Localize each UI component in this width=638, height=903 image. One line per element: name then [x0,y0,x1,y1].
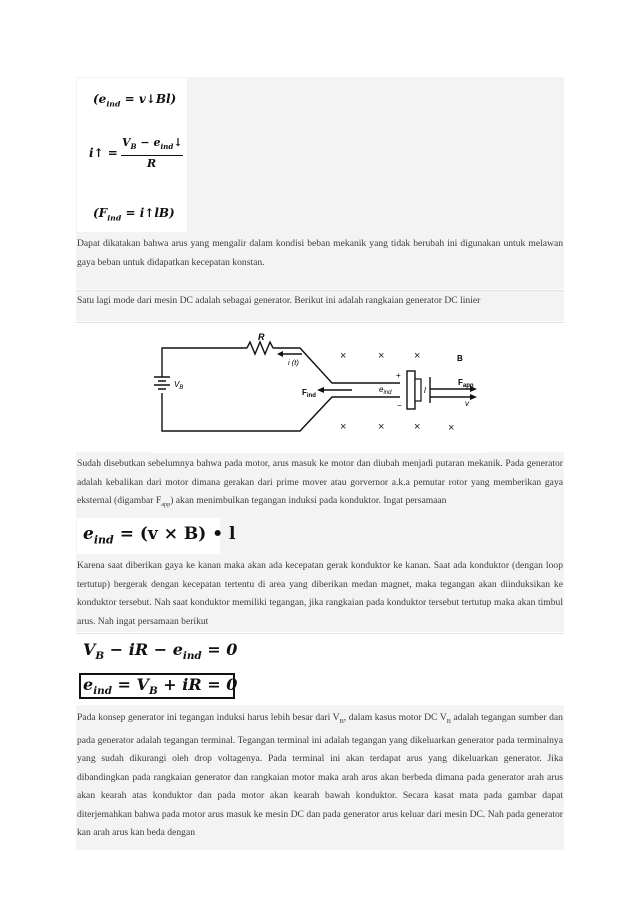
conductor-clamp [415,379,421,401]
resistor [247,342,273,354]
equation-force: ($F_{ind}$ = i↑lB) [93,206,175,223]
equations-image [77,78,187,232]
equation-terminal-voltage: $e_{ind} = V_B$ + iR = 0 [83,675,238,698]
field-cross: × [378,421,385,433]
paragraph-4: Karena saat diberikan gaya ke kanan maka akan ada kecepatan gerak konduktor ke kanan. Saat ada konduktor (dengan loop tertutup) bergerak dengan kecepatan tertentu di area yang diberikan medan magnet, maka tegangan akan diinduksikan ke konduktor tersebut. Nah saat konduktor memiliki tegangan, jika rangkaian pada konduktor tersebut tertutup maka akan timbul arus. Nah ingat persamaan berikut [77,560,563,627]
label-velocity: v [465,399,469,408]
label-resistor: R [258,332,265,342]
equation-image-induced-voltage [77,518,236,554]
label-force-app: $F_{app}$ [458,378,474,389]
label-force-ind: $F_{ind}$ [302,388,316,399]
field-cross: × [448,422,455,434]
label-magnetic-field: B [457,354,463,363]
label-minus: − [397,401,402,410]
paragraph-5: Pada konsep generator ini tegangan induksi harus lebih besar dari $V_B$, dalam kasus motor DC $V_B$ adalah tegangan sumber dan pada generator adalah tegangan terminal. Tegangan terminal ini adalah tegangan yang dikeluarkan generator pada terminalnya yang sudah dikurangi oleh drop voltagenya. Pada terminal ini akan terdapat arus yang dikeluarkan generator. Jika dibandingkan pada rangkaian generator dan rangkaian motor maka arah arus akan berbeda dimana pada generator arah arus akan kearah atas konduktor dan pada motor akan kearah bawah konduktor. Secara kasat mata pada gambar dapat diterjemahkan bahwa pada motor arus masuk ke mesin DC dan pada generator arus keluar dari mesin DC. Nah pada generator kan arah arus kan beda dengan [77,712,563,839]
equation-induced-voltage: $e_{ind} = (v \times B)$ • l [83,524,236,547]
paragraph-2: Satu lagi mode dari mesin DC adalah sebagai generator. Berikut ini adalah rangkaian generator DC linier [77,295,481,306]
circuit-svg [152,327,486,453]
linear-dc-generator-diagram [152,327,486,453]
equation-kvl: $V_B$ − iR − $e_{ind} = 0$ [83,640,238,663]
equation-image-kvl [77,634,241,704]
wire-top-left [162,348,247,377]
label-source-voltage: $V_B$ [174,380,184,391]
equation-current-numerator: $V_B$ − $e_{ind}↓$ [122,136,183,152]
label-eind: $e_{ind}$ [379,385,392,396]
rail-bottom [162,393,400,431]
equation-current: i↑ = [89,146,118,160]
divider [76,322,564,323]
current-arrowhead [277,351,283,357]
battery [154,377,170,389]
velocity-arrowhead [470,394,477,400]
field-cross: × [340,350,347,362]
label-current: i (t) [288,358,299,367]
equation-current-denominator: R [147,157,157,170]
field-cross: × [340,421,347,433]
label-length: l [424,386,426,395]
field-cross: × [378,350,385,362]
paragraph-3: Sudah disebutkan sebelumnya bahwa pada motor, arus masuk ke motor dan diubah menjadi putaran mekanik. Pada generator adalah kebalikan dari motor dimana gerakan dari prime mover atau gorvernor a.k.a pemutar rotor yang memberikan gaya eksternal (digambar $F_{app}$) akan menimbulkan tegangan induksi pada konduktor. Ingat persamaan [77,458,563,509]
conductor-bar [407,371,415,409]
force-ind-arrowhead [317,387,324,393]
label-plus: + [396,371,401,380]
field-cross: × [414,350,421,362]
equation-eind-motor: ($e_{ind}$ = v↓Bl) [93,92,177,109]
field-cross: × [414,421,421,433]
paragraph-1: Dapat dikatakan bahwa arus yang mengalir dalam kondisi beban mekanik yang tidak berubah ini digunakan untuk melawan gaya beban untuk didapatkan kecepatan konstan. [77,238,563,268]
